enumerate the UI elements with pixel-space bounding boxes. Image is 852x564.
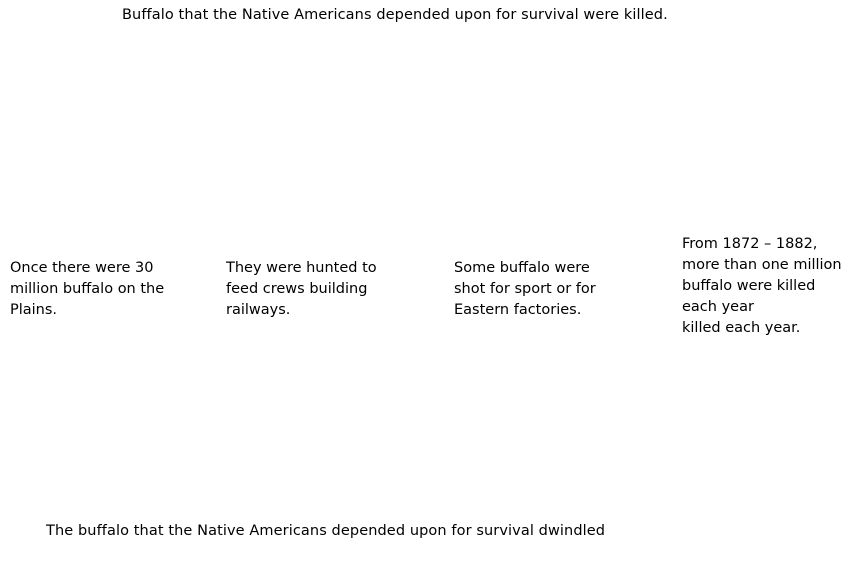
cause-line: killed each year. xyxy=(682,320,801,336)
cause-line: Eastern factories. xyxy=(454,302,582,318)
cause-box-4 xyxy=(682,234,842,339)
cause-line: Once there were 30 xyxy=(10,260,154,276)
cause-line: buffalo were killed xyxy=(682,278,816,294)
cause-box-2 xyxy=(226,258,377,321)
cause-line: each year xyxy=(682,299,754,315)
cause-line: railways. xyxy=(226,302,291,318)
cause-line: more than one million xyxy=(682,257,842,273)
cause-line: million buffalo on the xyxy=(10,281,165,297)
diagram-title: Buffalo that the Native Americans depended upon for survival were killed. xyxy=(122,7,668,23)
cause-line: Some buffalo were xyxy=(454,260,590,276)
cause-line: Plains. xyxy=(10,302,58,318)
cause-line: They were hunted to xyxy=(226,260,377,276)
cause-line: From 1872 – 1882, xyxy=(682,236,818,252)
result-statement: The buffalo that the Native Americans depended upon for survival dwindled xyxy=(46,523,606,539)
cause-line: feed crews building xyxy=(226,281,368,297)
cause-line: shot for sport or for xyxy=(454,281,596,297)
cause-box-1 xyxy=(10,258,164,321)
cause-box-3 xyxy=(454,258,596,321)
